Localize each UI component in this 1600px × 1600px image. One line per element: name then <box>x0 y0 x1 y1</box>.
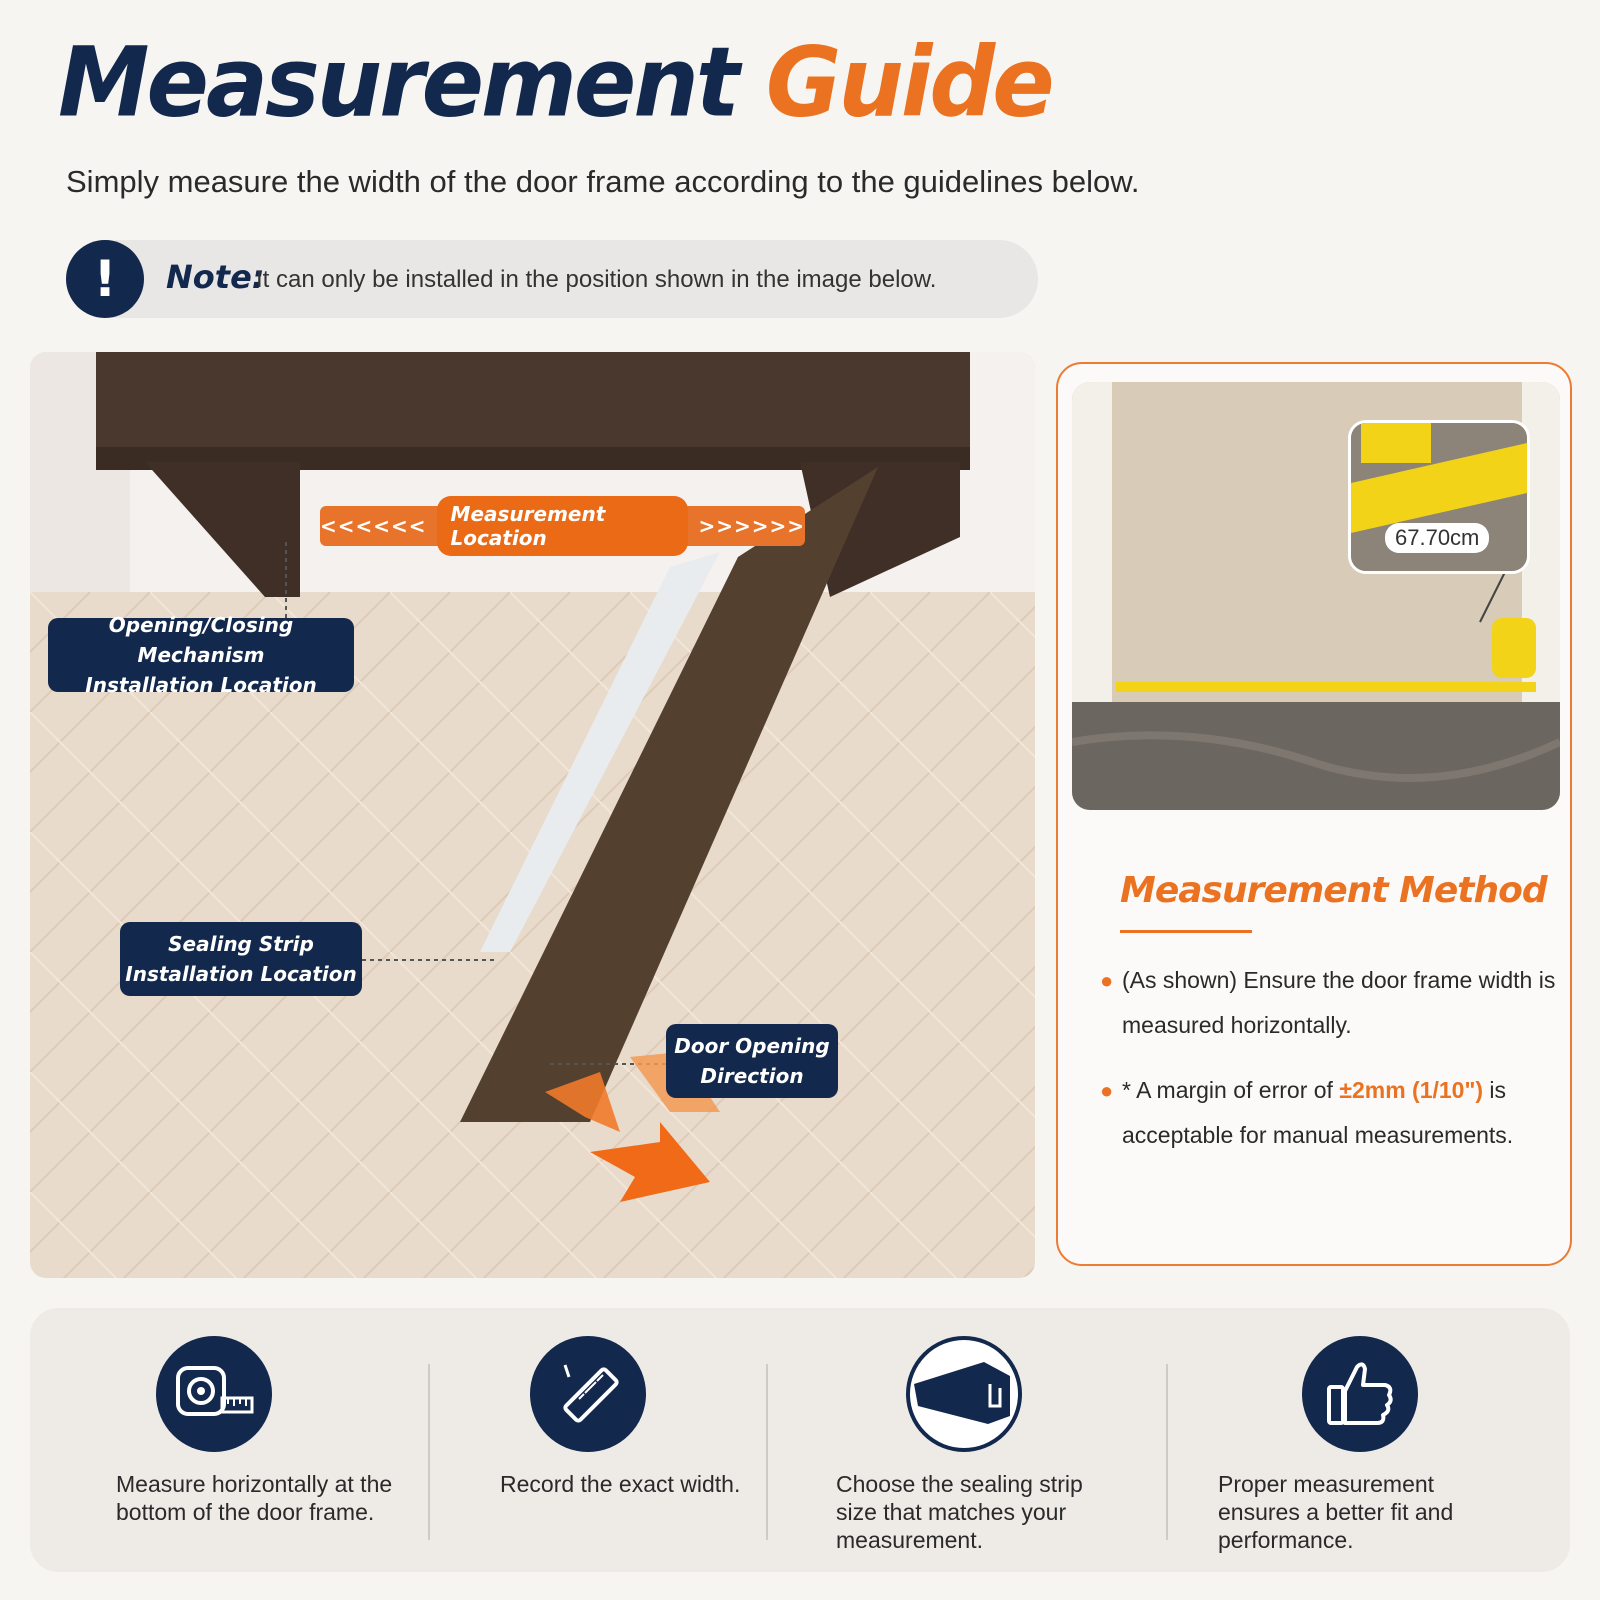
divider <box>766 1364 768 1540</box>
zoom-inset <box>1348 420 1530 574</box>
door-photo <box>30 352 1035 1278</box>
feature-1-text: Measure horizontally at the bottom of the door frame. <box>116 1471 393 1525</box>
bullet-2-suffix: is acceptable for manual measurements. <box>1122 1077 1514 1148</box>
sealing-tag-line1: Sealing Strip <box>168 932 314 956</box>
note-bar <box>66 240 1038 318</box>
divider <box>428 1364 430 1540</box>
feature-4-text: Proper measurement ensures a better fit and performance. <box>1218 1471 1454 1553</box>
measurement-method-card <box>1056 362 1572 1266</box>
features-panel <box>30 1308 1570 1572</box>
mechanism-tag-line1: Opening/Closing Mechanism <box>108 613 294 667</box>
measurement-method-title: Measurement Method <box>1120 870 1547 911</box>
mechanism-location-tag <box>48 613 354 697</box>
title-underline <box>1120 930 1252 933</box>
sealing-strip-icon <box>906 1336 1022 1452</box>
feature-2-text: Record the exact width. <box>500 1471 741 1497</box>
door-tag-line1: Door Opening <box>674 1034 830 1058</box>
door-tag-line2: Direction <box>700 1064 804 1088</box>
sealing-strip-location-tag <box>120 922 362 996</box>
title-word-measurement: Measurement <box>58 26 737 139</box>
title-word-guide: Guide <box>765 26 1052 139</box>
tape-measure-photo <box>1072 382 1560 810</box>
bullet-dot: ● <box>1100 968 1114 993</box>
note-label: Note: <box>166 258 265 296</box>
measurement-location-pill <box>320 502 805 550</box>
note-text: It can only be installed in the position shown in the image below. <box>256 266 937 293</box>
measurement-location-label: Measurement Location <box>437 496 689 556</box>
sealing-tag-line2: Installation Location <box>125 962 357 986</box>
exclamation-icon: ! <box>66 240 144 318</box>
method-bullet-1 <box>1100 958 1562 1048</box>
feature-3-text: Choose the sealing strip size that matches your measurement. <box>836 1471 1083 1553</box>
error-margin-highlight: ±2mm (1/10") <box>1339 1077 1484 1103</box>
divider <box>1166 1364 1168 1540</box>
tape-measure-icon <box>156 1336 272 1452</box>
method-bullet-2-text <box>1122 1068 1562 1158</box>
ruler-icon <box>530 1336 646 1452</box>
bullet-2-prefix: * A margin of error of <box>1122 1077 1340 1103</box>
subtitle: Simply measure the width of the door frame according to the guidelines below. <box>66 164 1140 199</box>
thumbs-up-icon <box>1302 1336 1418 1452</box>
arrows-left: <<<<<< <box>320 514 427 538</box>
door-opening-direction-tag <box>666 1024 838 1098</box>
page-title <box>58 25 1052 141</box>
zoom-measurement-value: 67.70cm <box>1385 523 1489 553</box>
mechanism-tag-line2: Installation Location <box>85 673 317 697</box>
door-photo-illustration <box>30 352 1035 1278</box>
method-bullet-2 <box>1100 1068 1562 1158</box>
bullet-dot: ● <box>1100 1078 1114 1103</box>
method-bullet-1-text: (As shown) Ensure the door frame width is measured horizontally. <box>1122 967 1556 1038</box>
arrows-right: >>>>>> <box>698 514 805 538</box>
